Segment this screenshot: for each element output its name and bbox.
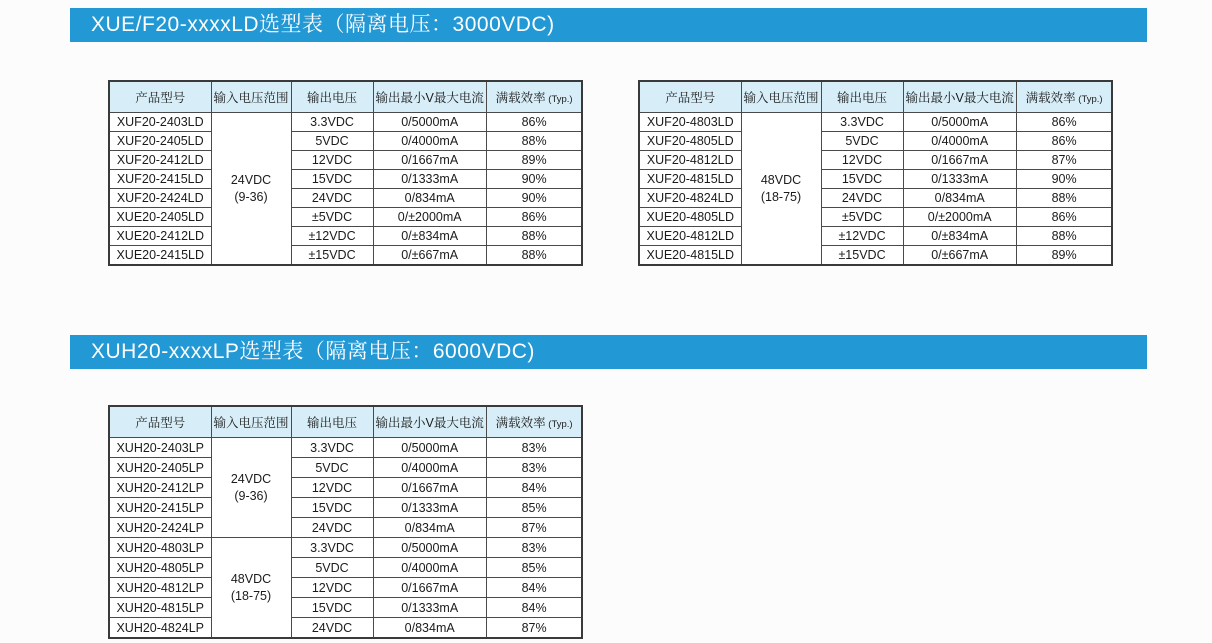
output-voltage-cell: ±15VDC — [821, 246, 903, 266]
efficiency-cell: 83% — [486, 538, 582, 558]
input-voltage-range: (9-36) — [234, 488, 268, 503]
efficiency-cell: 85% — [486, 558, 582, 578]
efficiency-cell: 88% — [486, 132, 582, 151]
input-voltage-cell — [211, 113, 291, 266]
input-voltage-cell — [211, 538, 291, 639]
output-voltage-cell: 3.3VDC — [821, 113, 903, 132]
output-voltage-cell: 24VDC — [821, 189, 903, 208]
model-cell: XUH20-4812LP — [109, 578, 211, 598]
efficiency-cell: 90% — [486, 170, 582, 189]
output-voltage-cell: 24VDC — [291, 189, 373, 208]
column-header: 输出电压 — [291, 406, 373, 438]
output-current-cell: 0/1667mA — [373, 578, 486, 598]
output-current-cell: 0/1333mA — [903, 170, 1016, 189]
output-current-cell: 0/4000mA — [373, 458, 486, 478]
output-voltage-cell: 3.3VDC — [291, 538, 373, 558]
efficiency-cell: 88% — [1016, 227, 1112, 246]
table-row — [109, 170, 582, 189]
model-cell: XUF20-4815LD — [639, 170, 741, 189]
output-current-cell: 0/834mA — [373, 518, 486, 538]
output-current-cell: 0/834mA — [903, 189, 1016, 208]
output-voltage-cell: 5VDC — [821, 132, 903, 151]
selection-table-ld-48v-wrap — [638, 80, 1113, 266]
efficiency-cell: 83% — [486, 458, 582, 478]
efficiency-cell: 83% — [486, 438, 582, 458]
output-current-cell: 0/834mA — [373, 618, 486, 639]
table-row — [109, 578, 582, 598]
efficiency-cell: 90% — [1016, 170, 1112, 189]
table-row — [109, 151, 582, 170]
output-voltage-cell: ±5VDC — [291, 208, 373, 227]
selection-table-ld-24v-wrap — [108, 80, 583, 266]
section-header-ld: XUE/F20-xxxxLD选型表（隔离电压：3000VDC) — [70, 8, 1147, 42]
output-current-cell: 0/1333mA — [373, 598, 486, 618]
table-row — [639, 227, 1112, 246]
header-row — [109, 406, 582, 438]
table-row — [639, 170, 1112, 189]
output-voltage-cell: 12VDC — [821, 151, 903, 170]
efficiency-cell: 87% — [486, 618, 582, 639]
input-voltage-value: 48VDC — [760, 172, 802, 187]
output-current-cell: 0/±834mA — [373, 227, 486, 246]
output-voltage-cell: 5VDC — [291, 132, 373, 151]
input-voltage-cell — [741, 113, 821, 266]
model-cell: XUF20-2424LD — [109, 189, 211, 208]
table-row — [109, 246, 582, 266]
input-voltage-value: 48VDC — [230, 571, 272, 586]
output-current-cell: 0/1667mA — [373, 478, 486, 498]
output-current-cell: 0/5000mA — [373, 538, 486, 558]
model-cell: XUE20-4812LD — [639, 227, 741, 246]
model-cell: XUF20-2403LD — [109, 113, 211, 132]
efficiency-cell: 84% — [486, 598, 582, 618]
output-current-cell: 0/±667mA — [373, 246, 486, 266]
column-header: 输入电压范围 — [741, 81, 821, 113]
model-cell: XUF20-4803LD — [639, 113, 741, 132]
output-current-cell: 0/4000mA — [903, 132, 1016, 151]
input-voltage-value: 24VDC — [230, 471, 272, 486]
efficiency-cell: 89% — [1016, 246, 1112, 266]
model-cell: XUH20-2424LP — [109, 518, 211, 538]
table-row — [109, 438, 582, 458]
output-voltage-cell: 3.3VDC — [291, 438, 373, 458]
model-cell: XUE20-4805LD — [639, 208, 741, 227]
table-row — [639, 151, 1112, 170]
output-voltage-cell: 15VDC — [291, 498, 373, 518]
model-cell: XUH20-4803LP — [109, 538, 211, 558]
model-cell: XUH20-4824LP — [109, 618, 211, 639]
input-voltage-value: 24VDC — [230, 172, 272, 187]
column-header: 输出最小V最大电流 — [373, 406, 486, 438]
column-header: 产品型号 — [109, 406, 211, 438]
efficiency-cell: 84% — [486, 478, 582, 498]
column-header: 输入电压范围 — [211, 81, 291, 113]
table-row — [109, 227, 582, 246]
efficiency-cell: 87% — [1016, 151, 1112, 170]
model-cell: XUF20-4812LD — [639, 151, 741, 170]
table-row — [109, 538, 582, 558]
table-row — [639, 208, 1112, 227]
output-current-cell: 0/±2000mA — [903, 208, 1016, 227]
efficiency-cell: 86% — [1016, 113, 1112, 132]
table-row — [109, 189, 582, 208]
column-header: 输出电压 — [821, 81, 903, 113]
efficiency-cell: 88% — [486, 227, 582, 246]
output-current-cell: 0/1333mA — [373, 498, 486, 518]
output-current-cell: 0/1333mA — [373, 170, 486, 189]
model-cell: XUH20-2405LP — [109, 458, 211, 478]
table-row — [109, 132, 582, 151]
table-row — [109, 598, 582, 618]
output-current-cell: 0/834mA — [373, 189, 486, 208]
output-voltage-cell: ±5VDC — [821, 208, 903, 227]
table-row — [109, 208, 582, 227]
output-voltage-cell: 24VDC — [291, 618, 373, 639]
output-current-cell: 0/5000mA — [373, 113, 486, 132]
table-row — [109, 618, 582, 639]
output-current-cell: 0/4000mA — [373, 132, 486, 151]
selection-table-lp — [108, 405, 583, 639]
output-current-cell: 0/5000mA — [903, 113, 1016, 132]
efficiency-cell: 86% — [486, 113, 582, 132]
model-cell: XUH20-2415LP — [109, 498, 211, 518]
input-voltage-range: (18-75) — [230, 588, 272, 603]
table-row — [109, 458, 582, 478]
model-cell: XUH20-2412LP — [109, 478, 211, 498]
output-voltage-cell: 5VDC — [291, 458, 373, 478]
header-row — [639, 81, 1112, 113]
output-voltage-cell: ±15VDC — [291, 246, 373, 266]
column-header-suffix: (Typ.) — [545, 94, 573, 105]
column-header: 产品型号 — [109, 81, 211, 113]
table-row — [109, 558, 582, 578]
output-current-cell: 0/1667mA — [903, 151, 1016, 170]
input-voltage-range: (9-36) — [234, 189, 268, 204]
output-voltage-cell: 15VDC — [291, 170, 373, 189]
efficiency-cell: 85% — [486, 498, 582, 518]
column-header: 输入电压范围 — [211, 406, 291, 438]
output-voltage-cell: ±12VDC — [291, 227, 373, 246]
efficiency-cell: 90% — [486, 189, 582, 208]
model-cell: XUE20-2412LD — [109, 227, 211, 246]
efficiency-cell: 86% — [1016, 208, 1112, 227]
output-voltage-cell: 3.3VDC — [291, 113, 373, 132]
efficiency-cell: 84% — [486, 578, 582, 598]
model-cell: XUH20-2403LP — [109, 438, 211, 458]
efficiency-cell: 86% — [1016, 132, 1112, 151]
selection-table-lp-wrap — [108, 405, 583, 639]
output-current-cell: 0/±667mA — [903, 246, 1016, 266]
table-row — [109, 478, 582, 498]
table-row — [109, 113, 582, 132]
output-current-cell: 0/4000mA — [373, 558, 486, 578]
table-row — [109, 498, 582, 518]
output-voltage-cell: 15VDC — [821, 170, 903, 189]
table-row — [109, 518, 582, 538]
column-header-suffix: (Typ.) — [1075, 94, 1103, 105]
model-cell: XUF20-4824LD — [639, 189, 741, 208]
model-cell: XUE20-2415LD — [109, 246, 211, 266]
column-header-suffix: (Typ.) — [545, 419, 573, 430]
output-current-cell: 0/5000mA — [373, 438, 486, 458]
output-voltage-cell: 12VDC — [291, 478, 373, 498]
efficiency-cell: 88% — [486, 246, 582, 266]
output-voltage-cell: 12VDC — [291, 151, 373, 170]
selection-table-ld-24v — [108, 80, 583, 266]
model-cell: XUE20-4815LD — [639, 246, 741, 266]
model-cell: XUF20-2412LD — [109, 151, 211, 170]
output-voltage-cell: 15VDC — [291, 598, 373, 618]
output-current-cell: 0/1667mA — [373, 151, 486, 170]
column-header: 满载效率 (Typ.) — [486, 406, 582, 438]
model-cell: XUF20-2405LD — [109, 132, 211, 151]
efficiency-cell: 87% — [486, 518, 582, 538]
table-row — [639, 113, 1112, 132]
model-cell: XUE20-2405LD — [109, 208, 211, 227]
input-voltage-range: (18-75) — [760, 189, 802, 204]
output-voltage-cell: ±12VDC — [821, 227, 903, 246]
model-cell: XUH20-4815LP — [109, 598, 211, 618]
output-current-cell: 0/±2000mA — [373, 208, 486, 227]
column-header: 满载效率 (Typ.) — [1016, 81, 1112, 113]
output-voltage-cell: 12VDC — [291, 578, 373, 598]
output-voltage-cell: 24VDC — [291, 518, 373, 538]
output-current-cell: 0/±834mA — [903, 227, 1016, 246]
column-header: 输出最小V最大电流 — [373, 81, 486, 113]
section-header-lp: XUH20-xxxxLP选型表（隔离电压：6000VDC) — [70, 335, 1147, 369]
table-row — [639, 132, 1112, 151]
efficiency-cell: 88% — [1016, 189, 1112, 208]
efficiency-cell: 89% — [486, 151, 582, 170]
selection-table-ld-48v — [638, 80, 1113, 266]
output-voltage-cell: 5VDC — [291, 558, 373, 578]
column-header: 输出电压 — [291, 81, 373, 113]
model-cell: XUF20-2415LD — [109, 170, 211, 189]
input-voltage-cell — [211, 438, 291, 538]
model-cell: XUF20-4805LD — [639, 132, 741, 151]
efficiency-cell: 86% — [486, 208, 582, 227]
column-header: 产品型号 — [639, 81, 741, 113]
model-cell: XUH20-4805LP — [109, 558, 211, 578]
table-row — [639, 189, 1112, 208]
table-row — [639, 246, 1112, 266]
column-header: 输出最小V最大电流 — [903, 81, 1016, 113]
column-header: 满载效率 (Typ.) — [486, 81, 582, 113]
header-row — [109, 81, 582, 113]
